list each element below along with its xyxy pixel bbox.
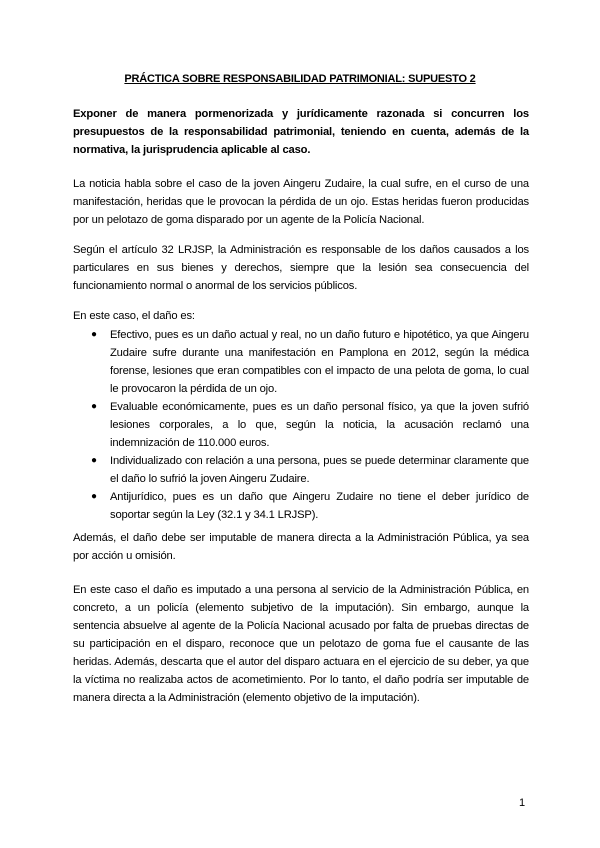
list-item <box>88 326 529 398</box>
damage-list <box>88 326 529 524</box>
page-number: 1 <box>519 797 526 809</box>
paragraph-4: Además, el daño debe ser imputable de manera directa a la Administración Pública, ya sea por acción u omisión. <box>73 532 529 562</box>
bullet-icon: ● <box>91 455 97 466</box>
intro-paragraph: Exponer de manera pormenorizada y jurídicamente razonada si concurren los presupuestos de la responsabilidad patrimonial, teniendo en cuenta, además de la normativa, la jurisprudencia aplicable al caso. <box>73 108 529 156</box>
paragraph-3: En este caso, el daño es: <box>73 310 195 322</box>
list-item <box>88 398 529 452</box>
list-item <box>88 452 529 488</box>
bullet-icon: ● <box>91 401 97 412</box>
list-item-text: Antijurídico, pues es un daño que Aingeru Zudaire no tiene el deber jurídico de soportar según la Ley (32.1 y 34.1 LRJSP). <box>110 491 529 521</box>
paragraph-1: La noticia habla sobre el caso de la joven Aingeru Zudaire, la cual sufre, en el curso de una manifestación, heridas que le provocan la pérdida de un ojo. Estas heridas fueron producidas por un pelotazo de goma disparado por un agente de la Policía Nacional. <box>73 178 529 226</box>
list-item-text: Evaluable económicamente, pues es un daño personal físico, ya que la joven sufrió lesiones corporales, a lo que, según la noticia, la acusación reclamó una indemnización de 110.000 euros. <box>110 401 529 449</box>
list-item-text: Individualizado con relación a una persona, pues se puede determinar claramente que el daño lo sufrió la joven Aingeru Zudaire. <box>110 455 529 485</box>
bullet-icon: ● <box>91 491 97 502</box>
bullet-icon: ● <box>91 329 97 340</box>
list-item <box>88 488 529 524</box>
document-title: PRÁCTICA SOBRE RESPONSABILIDAD PATRIMONIAL: SUPUESTO 2 <box>124 73 476 85</box>
list-item-text: Efectivo, pues es un daño actual y real, no un daño futuro e hipotético, ya que Aingeru Zudaire sufre durante una manifestación en Pamplona en 2012, según la médica forense, lesiones que eran compatibles con el impacto de una pelota de goma, lo cual le provocaron la pérdida de un ojo. <box>110 329 529 395</box>
paragraph-2: Según el artículo 32 LRJSP, la Administración es responsable de los daños causados a los particulares en sus bienes y derechos, siempre que la lesión sea consecuencia del funcionamiento normal o anormal de los servicios públicos. <box>73 244 529 292</box>
paragraph-5: En este caso el daño es imputado a una persona al servicio de la Administración Pública, en concreto, a un policía (elemento subjetivo de la imputación). Sin embargo, aunque la sentencia absuelve al agente de la Policía Nacional acusado por falta de pruebas directas de su participación en el disparo, reconoce que un pelotazo de goma fue el causante de las heridas. Además, descarta que el autor del disparo actuara en el ejercicio de su deber, ya que la víctima no realizaba actos de acometimiento. Por lo tanto, el daño podría ser imputable de manera directa a la Administración (elemento objetivo de la imputación). <box>73 584 529 704</box>
